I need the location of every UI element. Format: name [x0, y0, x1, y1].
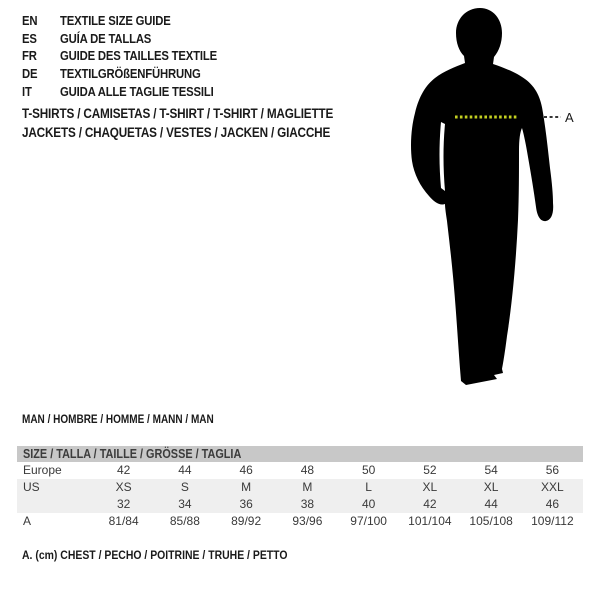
size-cell: 46 [545, 497, 560, 511]
size-cell: 105/108 [469, 514, 513, 528]
measurement-footnote: A. (cm) CHEST / PECHO / POITRINE / TRUHE / PETTO [22, 548, 288, 562]
size-cell: 50 [361, 463, 376, 477]
table-row [17, 462, 583, 479]
size-cell: M [302, 480, 313, 494]
size-table-header: SIZE / TALLA / TAILLE / GRÖSSE / TAGLIA [17, 446, 583, 462]
size-cell: 109/112 [531, 514, 574, 528]
size-cell: 36 [239, 497, 253, 511]
language-label: GUIDE DES TAILLES TEXTILE [60, 48, 217, 64]
size-cell: 93/96 [292, 514, 323, 528]
size-cell: 52 [423, 463, 437, 477]
language-row [22, 65, 240, 83]
table-row [17, 479, 583, 496]
size-table-body [17, 462, 583, 530]
size-cell: 42 [116, 463, 131, 477]
language-row [22, 47, 240, 65]
language-code: FR [22, 48, 37, 64]
language-code: DE [22, 66, 38, 82]
size-cell: XL [422, 480, 438, 494]
row-label [17, 496, 93, 513]
size-cell: 48 [300, 463, 315, 477]
size-cell: L [365, 480, 372, 494]
size-cell: M [241, 480, 252, 494]
row-label: A [23, 514, 32, 528]
language-row [22, 82, 240, 100]
language-label: GUIDA ALLE TAGLIE TESSILI [60, 83, 214, 99]
size-cell: S [180, 480, 189, 494]
size-cell: 81/84 [108, 514, 139, 528]
size-cell: 44 [484, 497, 498, 511]
size-cell: 32 [116, 497, 131, 511]
table-row [17, 513, 583, 530]
row-label: US [23, 480, 40, 494]
language-row [22, 30, 240, 48]
size-cell: 89/92 [231, 514, 262, 528]
language-guide-list [22, 12, 240, 100]
size-cell: 40 [361, 497, 376, 511]
section-title-man: MAN / HOMBRE / HOMME / MANN / MAN [22, 414, 214, 426]
language-row [22, 12, 240, 30]
size-cell: 101/104 [408, 514, 452, 528]
size-cell: 38 [300, 497, 315, 511]
language-label: TEXTILE SIZE GUIDE [60, 13, 171, 29]
size-cell: 56 [545, 463, 560, 477]
category-line-jackets: JACKETS / CHAQUETAS / VESTES / JACKEN / GIACCHE [22, 124, 331, 140]
size-cell: 54 [484, 463, 498, 477]
category-line-tshirts: T-SHIRTS / CAMISETAS / T-SHIRT / T-SHIRT / MAGLIETTE [22, 106, 334, 121]
size-cell: 85/88 [169, 514, 200, 528]
language-code: IT [22, 83, 32, 99]
row-label: Europe [23, 463, 62, 477]
size-cell: 46 [239, 463, 253, 477]
size-table [17, 446, 583, 530]
size-cell: 97/100 [350, 514, 387, 528]
man-silhouette-figure [395, 0, 580, 395]
language-code: EN [22, 13, 38, 29]
man-silhouette [411, 8, 553, 385]
language-code: ES [22, 30, 37, 46]
measurement-label-a: A [565, 110, 574, 125]
language-label: GUÍA DE TALLAS [60, 30, 152, 46]
language-label: TEXTILGRÖßENFÜHRUNG [60, 66, 201, 82]
size-cell: 42 [423, 497, 437, 511]
size-cell: 34 [178, 497, 192, 511]
size-cell: XXL [541, 480, 564, 494]
size-cell: 44 [178, 463, 192, 477]
size-cell: XS [115, 480, 132, 494]
table-row [17, 496, 583, 513]
size-cell: XL [483, 480, 499, 494]
